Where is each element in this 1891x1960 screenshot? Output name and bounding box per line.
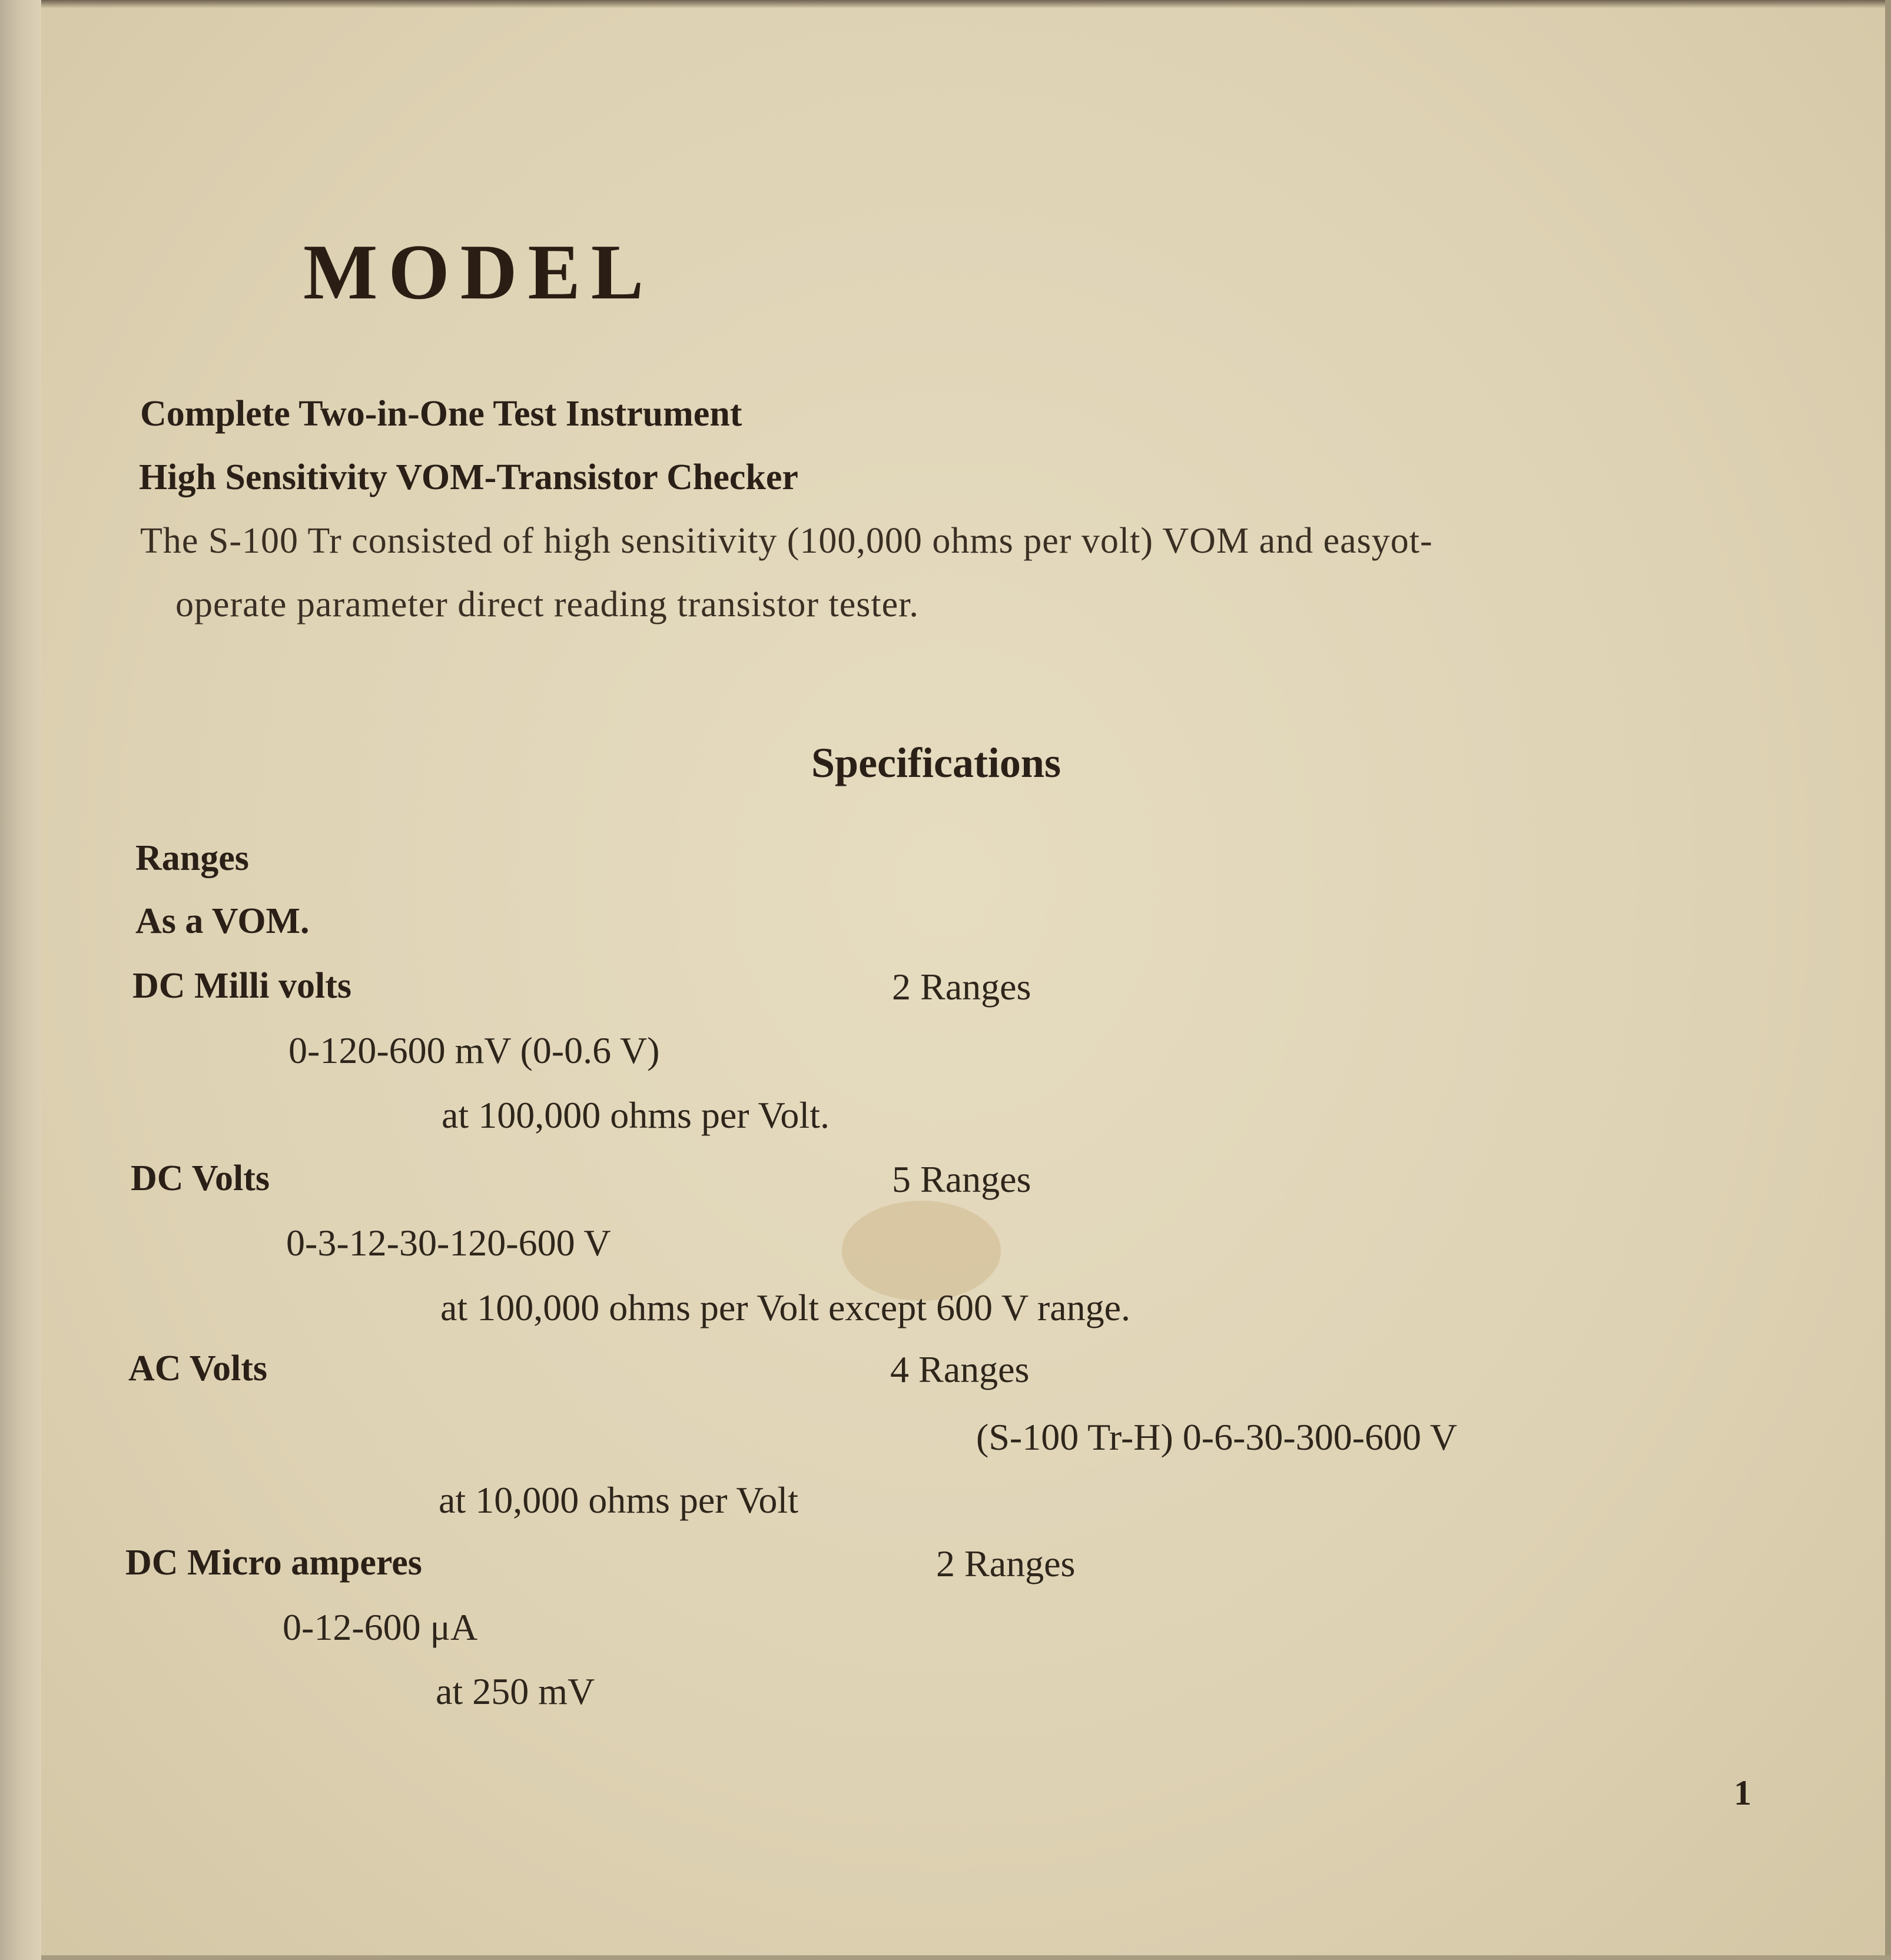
spec-values-ac-volts: (S-100 Tr-H) 0-6-30-300-600 V	[976, 1416, 1458, 1458]
description-line-1: The S-100 Tr consisted of high sensitivity (100,000 ohms per volt) VOM and easyot-	[140, 521, 1433, 561]
spec-label-dc-millivolts: DC Milli volts	[132, 966, 351, 1006]
specifications-heading: Specifications	[811, 739, 1061, 786]
ranges-heading: Ranges	[135, 838, 249, 878]
spec-label-dc-microamperes: DC Micro amperes	[125, 1543, 422, 1583]
spec-note-dc-millivolts: at 100,000 ohms per Volt.	[442, 1094, 830, 1136]
spec-ranges-dc-volts: 5 Ranges	[892, 1158, 1031, 1200]
page-top-edge	[41, 0, 1891, 8]
subtitle-vom-transistor: High Sensitivity VOM-Transistor Checker	[139, 457, 798, 497]
spec-ranges-dc-microamperes: 2 Ranges	[936, 1543, 1076, 1584]
spec-values-dc-volts: 0-3-12-30-120-600 V	[286, 1222, 611, 1264]
spec-note-dc-volts: at 100,000 ohms per Volt except 600 V range.	[440, 1287, 1130, 1328]
description-line-2: operate parameter direct reading transistor tester.	[175, 584, 919, 624]
spec-label-dc-volts: DC Volts	[131, 1158, 270, 1198]
page-bottom-edge	[41, 1955, 1891, 1960]
spec-label-ac-volts: AC Volts	[128, 1348, 268, 1388]
spec-ranges-ac-volts: 4 Ranges	[890, 1348, 1030, 1390]
page-spine	[0, 0, 41, 1960]
page-right-edge	[1885, 0, 1891, 1960]
spec-values-dc-microamperes: 0-12-600 μA	[283, 1606, 478, 1648]
page-title: MODEL	[303, 228, 655, 315]
spec-values-dc-millivolts: 0-120-600 mV (0-0.6 V)	[288, 1029, 660, 1071]
spec-ranges-dc-millivolts: 2 Ranges	[892, 966, 1031, 1008]
spec-note-ac-volts: at 10,000 ohms per Volt	[439, 1479, 798, 1521]
page-number: 1	[1734, 1773, 1751, 1812]
vom-heading: As a VOM.	[135, 901, 310, 941]
spec-note-dc-microamperes: at 250 mV	[436, 1670, 595, 1712]
subtitle-two-in-one: Complete Two-in-One Test Instrument	[140, 394, 742, 434]
